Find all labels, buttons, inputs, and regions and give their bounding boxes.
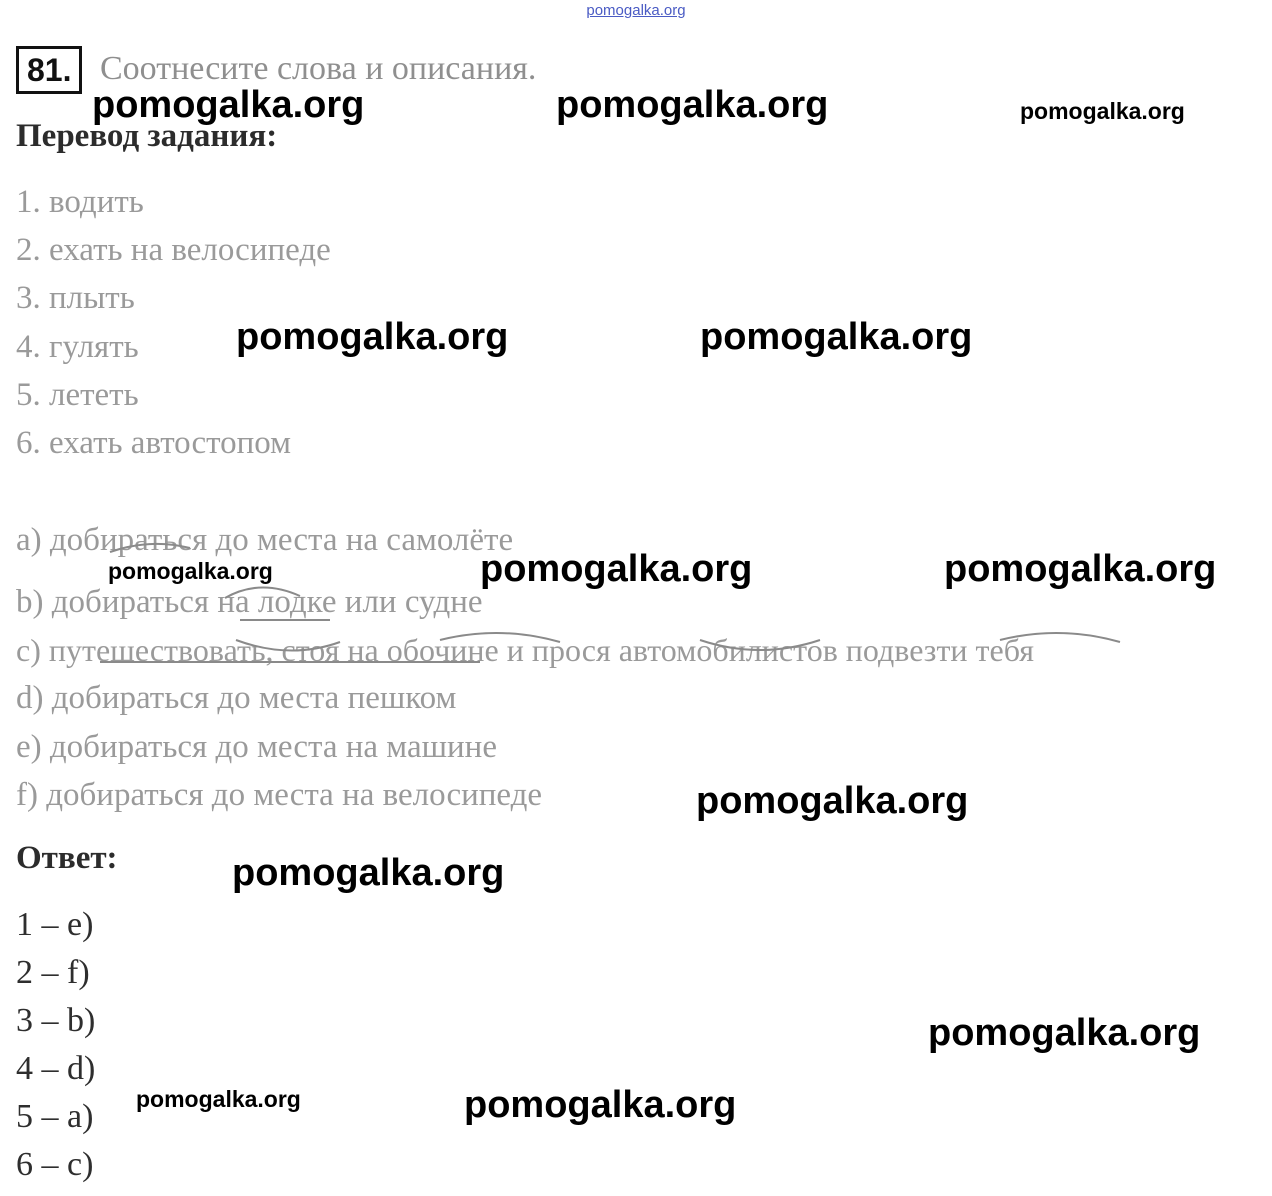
task-number-box: 81.: [16, 46, 82, 94]
answer-item: 2 – f): [16, 954, 90, 991]
task-number: 81: [27, 52, 63, 88]
word-item: 6. ехать автостопом: [16, 425, 292, 461]
answer-item: 4 – d): [16, 1050, 96, 1087]
translation-heading: Перевод задания:: [16, 118, 278, 154]
watermark: pomogalka.org: [1020, 98, 1185, 124]
word-item: 1. водить: [16, 184, 144, 220]
watermark: pomogalka.org: [928, 1012, 1201, 1054]
watermark: pomogalka.org: [108, 558, 273, 584]
word-item: 2. ехать на велосипеде: [16, 232, 331, 268]
description-item: e) добираться до места на машине: [16, 729, 497, 765]
answer-item: 3 – b): [16, 1002, 96, 1039]
description-item: a) добираться до места на самолёте: [16, 522, 514, 558]
word-item: 3. плыть: [16, 280, 135, 316]
description-item: d) добираться до места пешком: [16, 680, 457, 716]
watermark: pomogalka.org: [232, 852, 505, 894]
watermark: pomogalka.org: [480, 548, 753, 590]
answer-item: 5 – a): [16, 1098, 94, 1135]
answer-heading: Ответ:: [16, 840, 118, 876]
watermark: pomogalka.org: [700, 316, 973, 358]
task-title: Соотнесите слова и описания.: [100, 50, 537, 87]
top-watermark-link[interactable]: pomogalka.org: [586, 2, 686, 19]
word-item: 4. гулять: [16, 329, 139, 365]
answer-item: 6 – c): [16, 1146, 94, 1183]
watermark: pomogalka.org: [92, 84, 365, 126]
answer-item: 1 – e): [16, 906, 94, 943]
watermark: pomogalka.org: [696, 780, 969, 822]
description-item: b) добираться на лодке или судне: [16, 584, 483, 620]
watermark: pomogalka.org: [464, 1084, 737, 1126]
word-item: 5. лететь: [16, 377, 139, 413]
watermark: pomogalka.org: [944, 548, 1217, 590]
watermark: pomogalka.org: [236, 316, 509, 358]
watermark: pomogalka.org: [136, 1086, 301, 1112]
description-item: c) путешествовать, стоя на обочине и прося автомобилистов подвезти тебя: [16, 632, 1034, 668]
watermark: pomogalka.org: [556, 84, 829, 126]
description-item: f) добираться до места на велосипеде: [16, 777, 543, 813]
